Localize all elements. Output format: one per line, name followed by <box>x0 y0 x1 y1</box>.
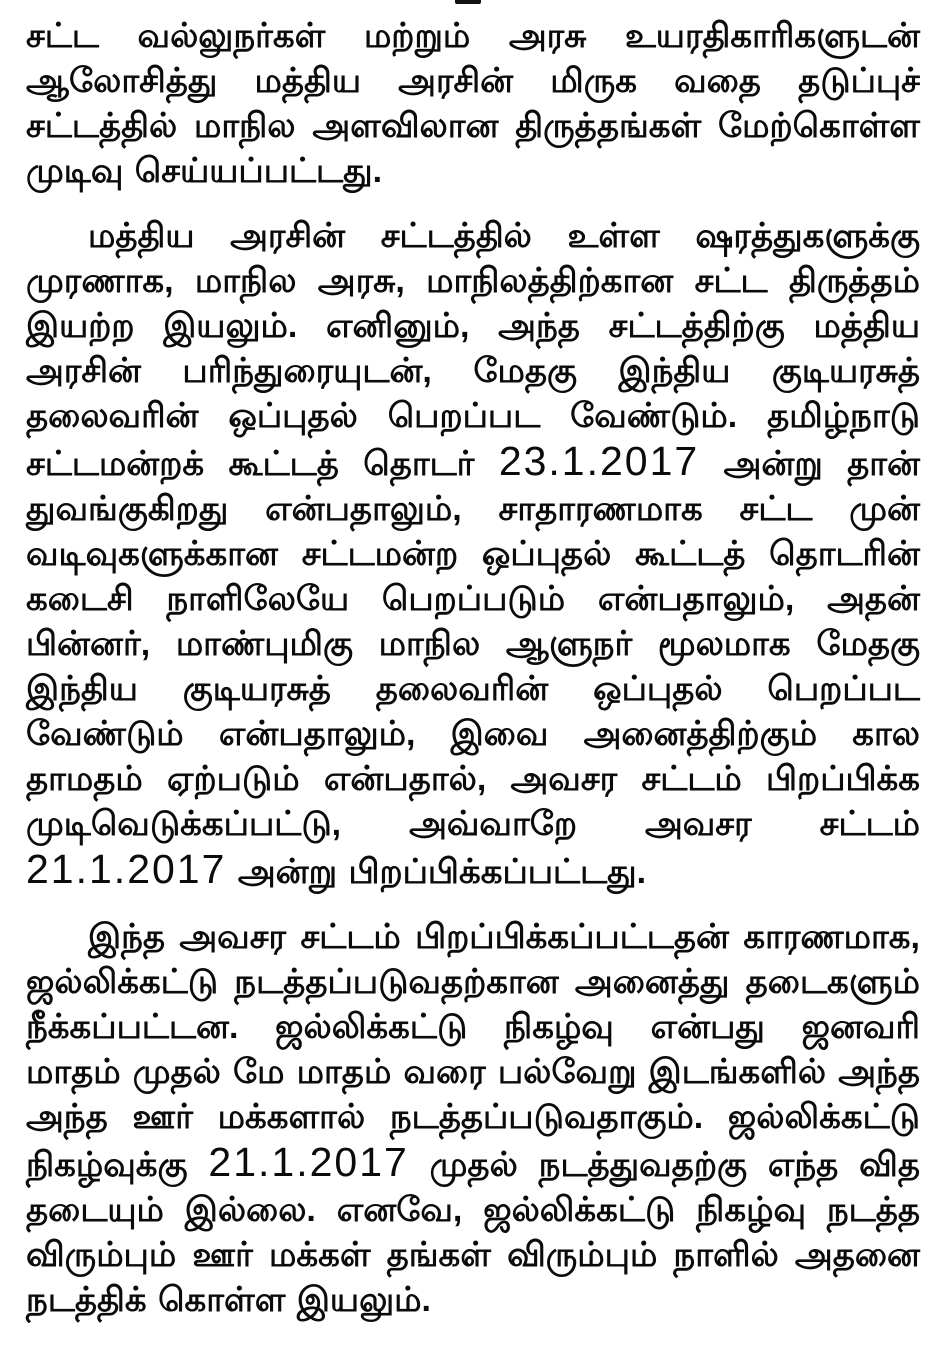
text-run: இந்த அவசர சட்டம் பிறப்பிக்கப்பட்டதன் காரணமாக, ஜல்லிக்கட்டு நடத்தப்படுவதற்கான அனைத்து தடைகளும் நீக்கப்பட்டன. ஜல்லிக்கட்டு நிகழ்வு என்பது ஜனவரி மாதம் முதல் மே மாதம் வரை பல்வேறு இடங்களில் அந்த அந்த ஊர் மக்களால் நடத்தப்படுவதாகும். ஜல்லிக்கட்டு நிகழ்வுக்கு <box>26 918 920 1184</box>
text-run: சட்ட வல்லுநர்கள் மற்றும் அரசு உயரதிகாரிகளுடன் ஆலோசித்து மத்திய அரசின் மிருக வதை தடுப்புச் சட்டத்தில் மாநில அளவிலான திருத்தங்கள் மேற்கொள்ள முடிவு செய்யப்பட்டது. <box>26 17 920 190</box>
date-text: 21.1.2017 <box>208 1139 409 1185</box>
text-run: அன்று தான் துவங்குகிறது என்பதாலும், சாதாரணமாக சட்ட முன் வடிவுகளுக்கான சட்டமன்ற ஒப்புதல் கூட்டத் தொடரின் கடைசி நாளிலேயே பெறப்படும் என்பதாலும், அதன் பின்னர், மாண்புமிகு மாநில ஆளுநர் மூலமாக மேதகு இந்திய குடியரசுத் தலைவரின் ஒப்புதல் பெறப்பட வேண்டும் என்பதாலும், இவை அனைத்திற்கும் கால தாமதம் ஏற்படும் என்பதால், அவசர சட்டம் பிறப்பிக்க முடிவெடுக்கப்பட்டு, அவ்வாறே அவசர சட்டம் <box>26 445 920 843</box>
document-text <box>26 14 920 1323</box>
date-text: 23.1.2017 <box>498 438 700 484</box>
date-text: 21.1.2017 <box>26 846 227 892</box>
paragraph-3 <box>26 915 920 1323</box>
text-run: அன்று பிறப்பிக்கப்பட்டது. <box>226 853 647 891</box>
text-run: முதல் நடத்துவதற்கு எந்த வித தடையும் இல்லை. எனவே, ஜல்லிக்கட்டு நிகழ்வு நடத்த விரும்பும் ஊர் மக்கள் தங்கள் விரும்பும் நாளில் அதனை நடத்திக் கொள்ள இயலும். <box>26 1146 921 1319</box>
paragraph-2 <box>26 214 920 895</box>
page-crop-artifact <box>455 0 481 4</box>
text-run: மத்திய அரசின் சட்டத்தில் உள்ள ஷரத்துகளுக்கு முரணாக, மாநில அரசு, மாநிலத்திற்கான சட்ட திருத்தம் இயற்ற இயலும். எனினும், அந்த சட்டத்திற்கு மத்திய அரசின் பரிந்துரையுடன், மேதகு இந்திய குடியரசுத் தலைவரின் ஒப்புதல் பெறப்பட வேண்டும். தமிழ்நாடு சட்டமன்றக் கூட்டத் தொடர் <box>26 217 920 483</box>
paragraph-1 <box>26 14 920 194</box>
